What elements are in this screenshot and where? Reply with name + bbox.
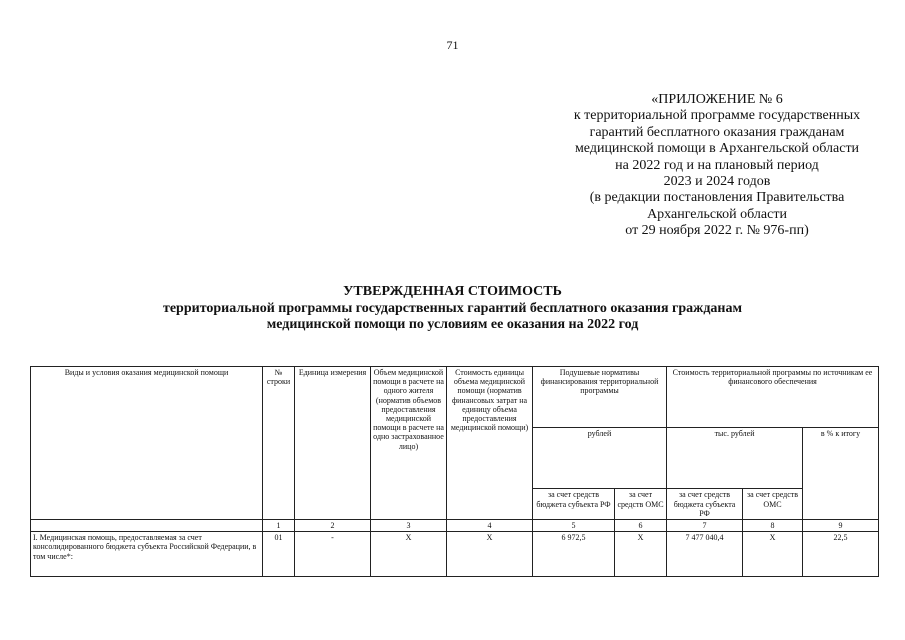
appendix-line: «ПРИЛОЖЕНИЕ № 6: [651, 92, 783, 107]
row-per-capita-oms: X: [615, 532, 667, 577]
table-row: [31, 532, 879, 577]
header-budget-rf-2: за счет средств бюджета субъекта РФ: [667, 489, 743, 520]
header-per-capita: Подушевые нормативы финансирования территориальной программы: [533, 367, 667, 428]
column-number: 5: [533, 520, 615, 532]
title-line-2: территориальной программы государственных гарантий бесплатного оказания гражданам: [162, 300, 743, 316]
appendix-line: на 2022 год и на плановый период: [615, 157, 819, 173]
page-number: 71: [446, 38, 459, 52]
header-program-cost: Стоимость территориальной программы по источникам ее финансового обеспечения: [667, 367, 879, 428]
column-number: 4: [447, 520, 533, 532]
column-number: 1: [263, 520, 295, 532]
row-unit: -: [295, 532, 371, 577]
appendix-line: гарантий бесплатного оказания гражданам: [589, 124, 845, 140]
header-kind: Виды и условия оказания медицинской помощи: [31, 367, 263, 520]
title-line-1: УТВЕРЖДЕННАЯ СТОИМОСТЬ: [343, 284, 562, 299]
column-number: 7: [667, 520, 743, 532]
header-percent-total: в % к итогу: [803, 428, 879, 520]
document-title: [0, 284, 905, 334]
header-row-no: № строки: [263, 367, 295, 520]
header-rubles: рублей: [533, 428, 667, 489]
header-oms-2: за счет средств ОМС: [743, 489, 803, 520]
appendix-line: (в редакции постановления Правительства: [589, 190, 845, 206]
row-cost-budget: 7 477 040,4: [667, 532, 743, 577]
column-number: 9: [803, 520, 879, 532]
title-line-3: медицинской помощи по условиям ее оказания на 2022 год: [266, 317, 639, 332]
row-kind: I. Медицинская помощь, предоставляемая за счет консолидированного бюджета субъекта Российской Федерации, в том числе*:: [31, 532, 263, 577]
column-number: 8: [743, 520, 803, 532]
column-number: 6: [615, 520, 667, 532]
appendix-caption: [552, 92, 882, 240]
row-number: 01: [263, 532, 295, 577]
row-cost-oms: X: [743, 532, 803, 577]
row-per-capita-budget: 6 972,5: [533, 532, 615, 577]
header-budget-rf: за счет средств бюджета субъекта РФ: [533, 489, 615, 520]
header-thousand-rubles: тыс. рублей: [667, 428, 803, 489]
cost-table: [30, 366, 879, 577]
row-volume: X: [371, 532, 447, 577]
appendix-line: к территориальной программе государственных: [573, 108, 861, 124]
header-unit: Единица измерения: [295, 367, 371, 520]
row-cost-unit: X: [447, 532, 533, 577]
column-number: 2: [295, 520, 371, 532]
appendix-line: медицинской помощи в Архангельской области: [574, 141, 860, 157]
row-percent: 22,5: [803, 532, 879, 577]
header-oms: за счет средств ОМС: [615, 489, 667, 520]
appendix-line: Архангельской области: [647, 206, 787, 222]
appendix-line: от 29 ноября 2022 г. № 976-пп): [625, 223, 809, 239]
header-volume: Объем медицинской помощи в расчете на одного жителя (норматив объемов предоставления медицинской помощи в расчете на одно застрахованное лицо): [371, 367, 447, 520]
header-cost-unit: Стоимость единицы объема медицинской помощи (норматив финансовых затрат на единицу объема предоставления медицинской помощи): [447, 367, 533, 520]
column-number: [31, 520, 263, 532]
column-number: 3: [371, 520, 447, 532]
appendix-line: 2023 и 2024 годов: [663, 174, 771, 190]
